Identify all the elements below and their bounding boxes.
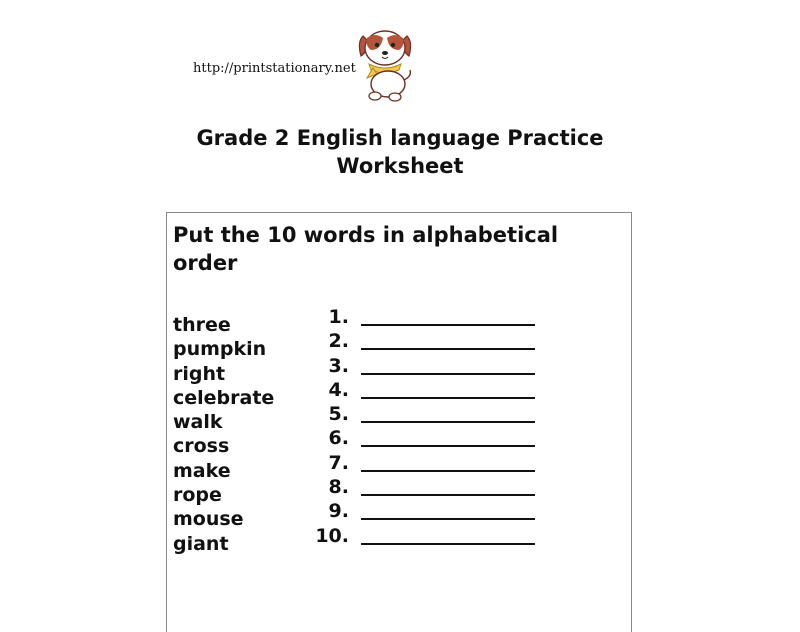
answer-number: 5. [328,403,349,426]
word-item: rope [173,484,222,507]
word-item: celebrate [173,386,275,409]
exercise-box [166,212,632,632]
answer-blank-line[interactable] [361,518,535,520]
word-item: make [173,459,231,482]
title-line-1: Grade 2 English language Practice [196,126,604,150]
answer-number: 9. [328,500,349,523]
answer-blank-line[interactable] [361,421,535,423]
word-item: mouse [173,508,244,531]
word-item: three [173,314,231,336]
word-item: right [173,362,226,385]
answer-row [301,426,541,450]
word-list [173,313,274,556]
answer-blank-line[interactable] [361,397,535,399]
exercise-instructions [173,221,613,277]
instructions-line-1: Put the 10 words in alphabetical [173,223,559,247]
answer-row [301,499,541,523]
answer-row [301,524,541,548]
answer-row [301,378,541,402]
word-item: pumpkin [173,338,267,361]
answer-blank-line[interactable] [361,324,535,326]
answer-number: 2. [328,330,349,353]
answer-number: 1. [328,306,349,328]
answer-blank-line[interactable] [361,348,535,350]
worksheet-title [0,124,800,180]
answer-row [301,354,541,378]
word-item: cross [173,435,230,458]
word-item: walk [173,411,223,434]
answer-blank-line[interactable] [361,373,535,375]
puppy-mascot-icon [355,26,415,102]
answer-number: 10. [315,524,349,547]
answer-row [301,329,541,353]
answer-row [301,451,541,475]
answer-row [301,475,541,499]
answer-number: 8. [328,476,349,499]
site-url: http://printstationary.net [193,61,356,76]
answer-number: 3. [328,354,349,377]
answer-row [301,305,541,329]
word-item: giant [173,532,229,555]
answer-list [301,305,541,548]
answer-number: 4. [328,378,349,401]
title-line-2: Worksheet [336,154,464,178]
answer-row [301,402,541,426]
instructions-line-2: order [173,251,238,275]
answer-blank-line[interactable] [361,543,535,545]
answer-number: 7. [328,451,349,474]
answer-blank-line[interactable] [361,445,535,447]
answer-blank-line[interactable] [361,470,535,472]
answer-blank-line[interactable] [361,494,535,496]
answer-number: 6. [328,427,349,450]
